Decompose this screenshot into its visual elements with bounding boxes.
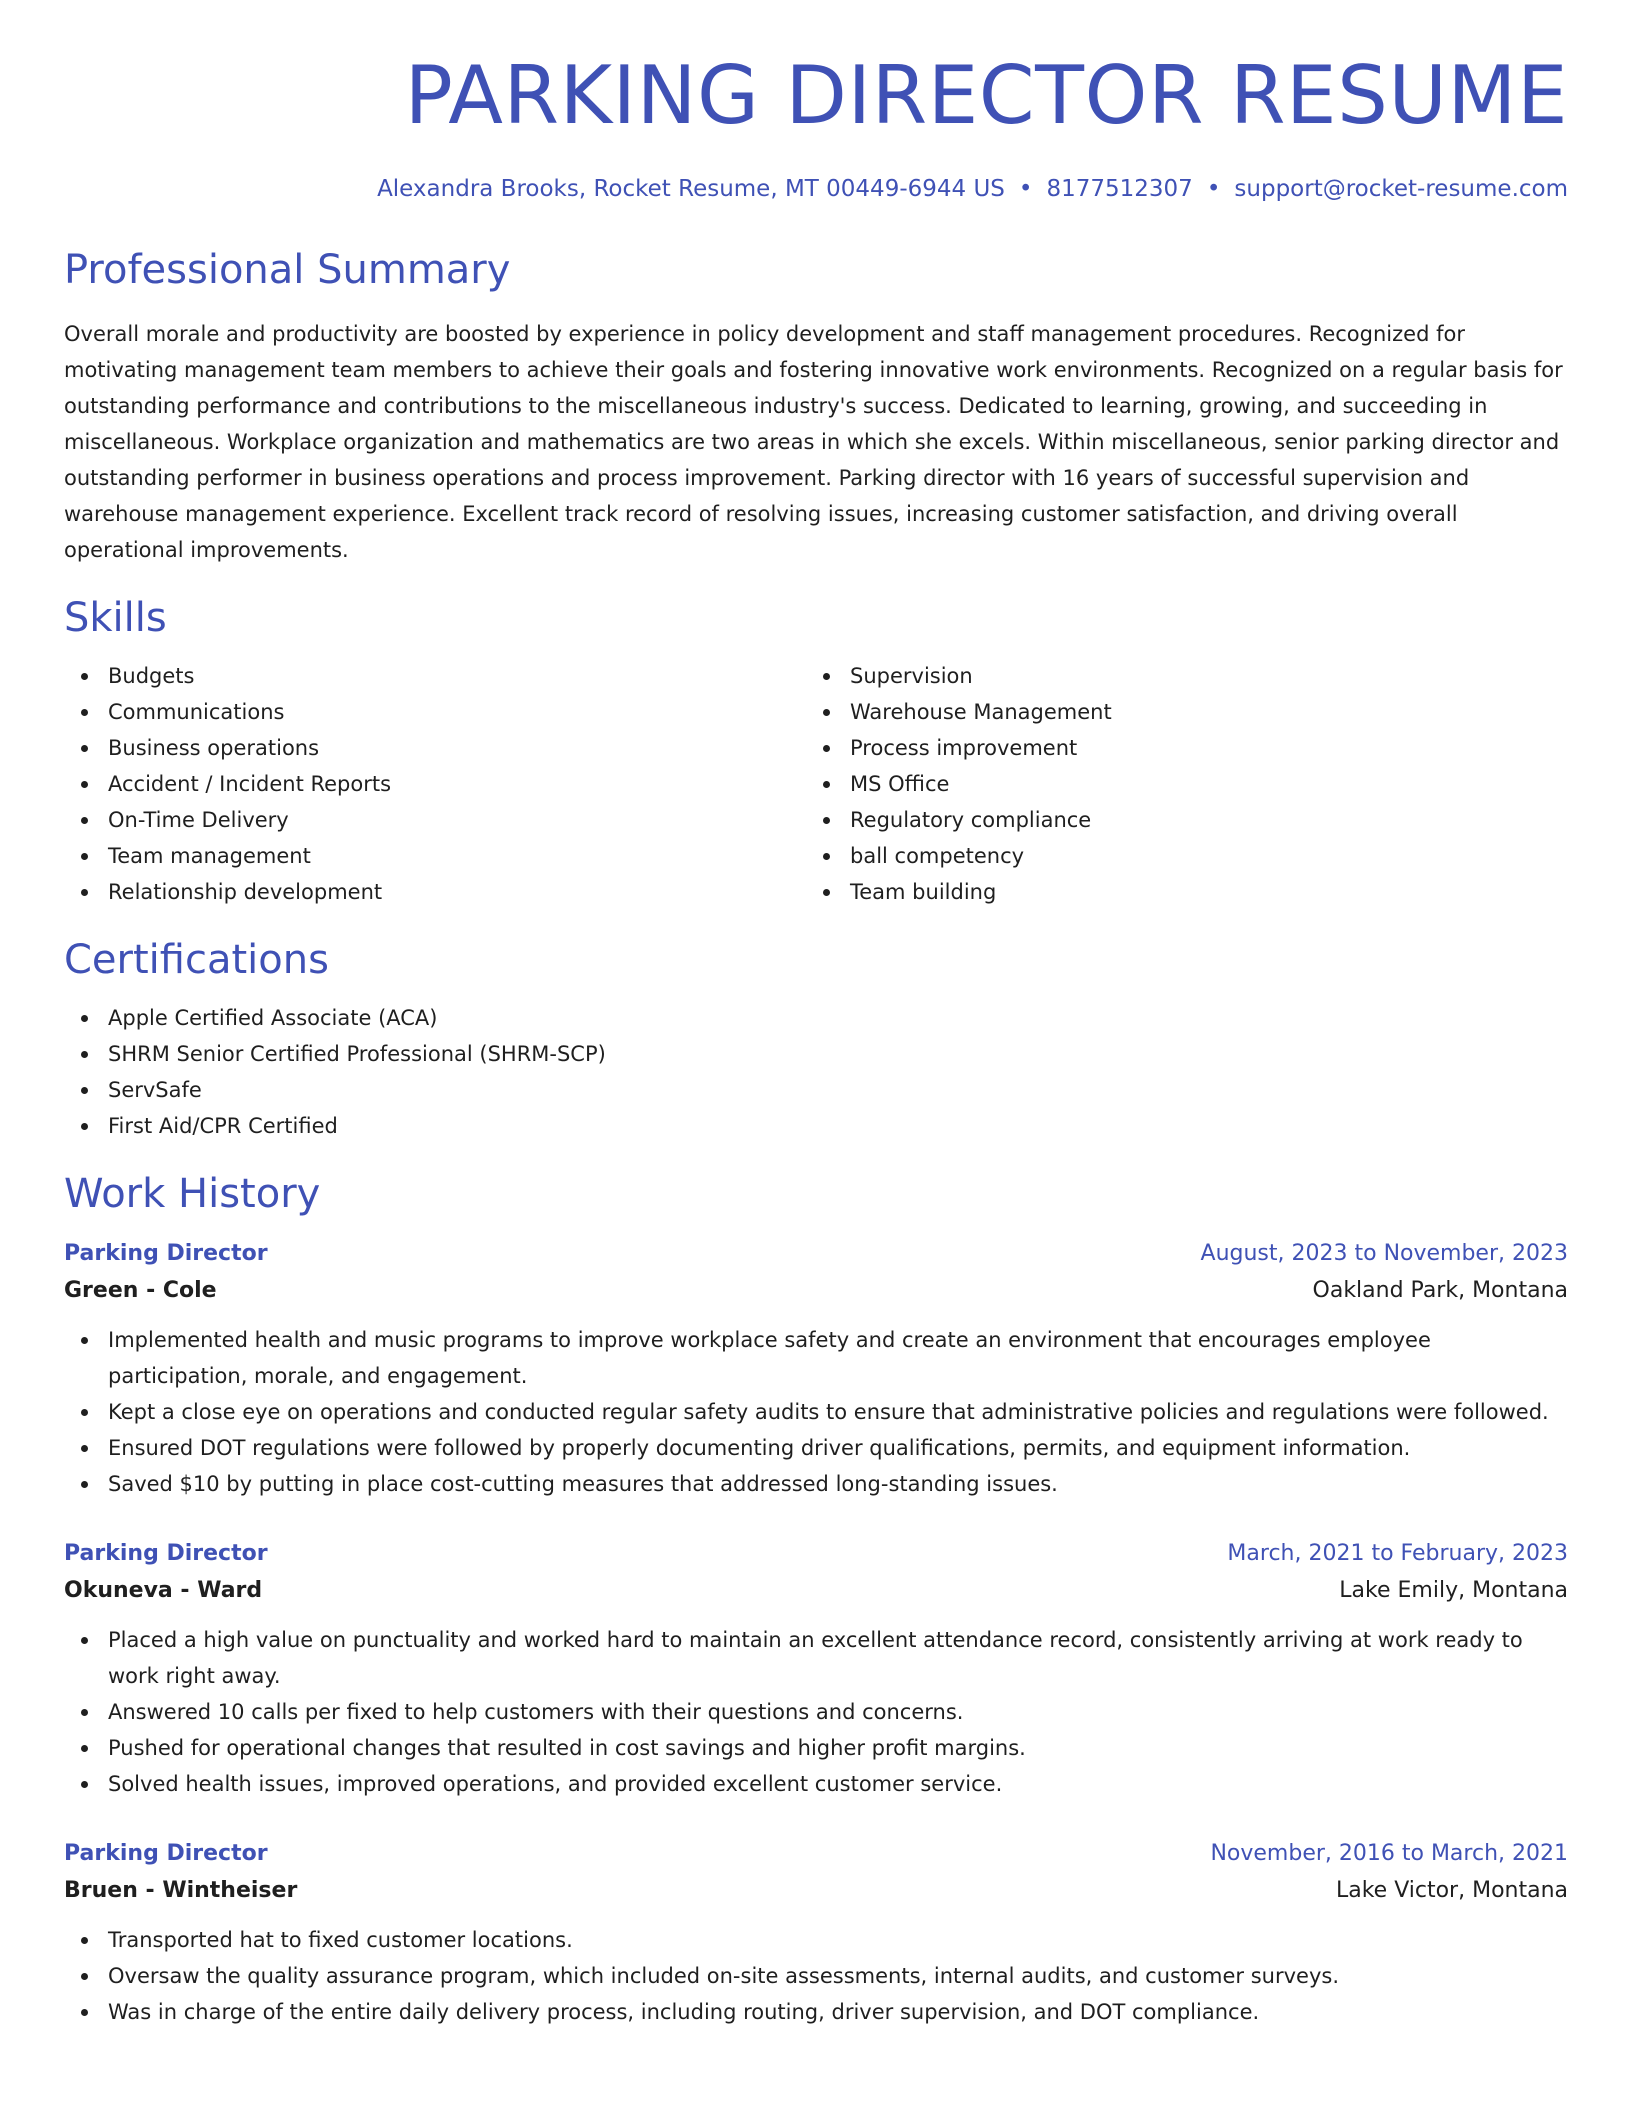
job-bullet: Implemented health and music programs to improve workplace safety and create an environment that encourages employee participation, morale, and engagement.: [64, 1322, 1568, 1394]
job-role: Parking Director: [64, 1540, 268, 1566]
skill-item: ball competency: [806, 838, 1548, 874]
job-bullet: Pushed for operational changes that resulted in cost savings and higher profit margins.: [64, 1730, 1568, 1766]
skill-item: Accident / Incident Reports: [64, 766, 806, 802]
job-company: Green - Cole: [64, 1277, 217, 1303]
resume-title: PARKING DIRECTOR RESUME: [404, 49, 1568, 142]
skill-item: Budgets: [64, 658, 806, 694]
job-bullet: Placed a high value on punctuality and worked hard to maintain an excellent attendance record, consistently arriving at work ready to work right away.: [64, 1622, 1568, 1694]
job-bullet: Oversaw the quality assurance program, which included on-site assessments, internal audits, and customer surveys.: [64, 1958, 1568, 1994]
job-company-row: [64, 1272, 1568, 1310]
job-company-row: [64, 1572, 1568, 1610]
skill-item: MS Office: [806, 766, 1548, 802]
job-entry: [64, 1236, 1568, 1502]
certification-item: ServSafe: [64, 1072, 1568, 1108]
skill-item: On-Time Delivery: [64, 802, 806, 838]
job-dates: August, 2023 to November, 2023: [1200, 1240, 1568, 1266]
contact-line: [64, 176, 1568, 204]
job-role: Parking Director: [64, 1840, 268, 1866]
certifications-heading: Certifications: [64, 936, 329, 983]
job-bullets: [64, 1922, 1568, 2030]
job-location: Oakland Park, Montana: [1312, 1277, 1568, 1303]
skills-list-right: [806, 658, 1548, 910]
skill-item: Warehouse Management: [806, 694, 1548, 730]
job-company: Okuneva - Ward: [64, 1577, 263, 1603]
job-entry: [64, 1836, 1568, 2030]
job-bullet: Was in charge of the entire daily delivery process, including routing, driver supervision, and DOT compliance.: [64, 1994, 1568, 2030]
work-history-heading: Work History: [64, 1170, 321, 1217]
skills-columns: [64, 658, 1568, 910]
contact-email: support@rocket-resume.com: [1234, 176, 1568, 202]
job-title-row: [64, 1536, 1568, 1572]
job-bullet: Transported hat to fixed customer locations.: [64, 1922, 1568, 1958]
job-bullet: Kept a close eye on operations and conducted regular safety audits to ensure that administrative policies and regulations were followed.: [64, 1394, 1568, 1430]
contact-address: Alexandra Brooks, Rocket Resume, MT 00449-6944 US: [377, 176, 1005, 202]
skill-item: Supervision: [806, 658, 1548, 694]
summary-heading: Professional Summary: [64, 246, 511, 293]
job-bullet: Answered 10 calls per fixed to help customers with their questions and concerns.: [64, 1694, 1568, 1730]
job-bullets: [64, 1322, 1568, 1502]
work-history-list: [64, 1236, 1568, 2030]
skills-heading: Skills: [64, 594, 167, 641]
certification-item: Apple Certified Associate (ACA): [64, 1000, 1568, 1036]
skill-item: Business operations: [64, 730, 806, 766]
contact-separator: •: [1018, 176, 1033, 202]
job-bullet: Solved health issues, improved operations, and provided excellent customer service.: [64, 1766, 1568, 1802]
skill-item: Relationship development: [64, 874, 806, 910]
job-bullet: Saved $10 by putting in place cost-cutting measures that addressed long-standing issues.: [64, 1466, 1568, 1502]
job-role: Parking Director: [64, 1240, 268, 1266]
skill-item: Regulatory compliance: [806, 802, 1548, 838]
job-title-row: [64, 1236, 1568, 1272]
contact-separator: •: [1206, 176, 1221, 202]
skill-item: Communications: [64, 694, 806, 730]
job-title-row: [64, 1836, 1568, 1872]
job-bullet: Ensured DOT regulations were followed by properly documenting driver qualifications, permits, and equipment information.: [64, 1430, 1568, 1466]
skill-item: Team management: [64, 838, 806, 874]
certification-item: First Aid/CPR Certified: [64, 1108, 1568, 1144]
resume-header: [64, 0, 1568, 204]
job-entry: [64, 1536, 1568, 1802]
job-bullets: [64, 1622, 1568, 1802]
job-company: Bruen - Wintheiser: [64, 1877, 298, 1903]
contact-phone: 8177512307: [1046, 176, 1193, 202]
certification-item: SHRM Senior Certified Professional (SHRM-SCP): [64, 1036, 1568, 1072]
job-location: Lake Emily, Montana: [1339, 1577, 1568, 1603]
job-dates: November, 2016 to March, 2021: [1210, 1840, 1568, 1866]
skills-list-left: [64, 658, 806, 910]
job-location: Lake Victor, Montana: [1335, 1877, 1568, 1903]
skill-item: Team building: [806, 874, 1548, 910]
job-company-row: [64, 1872, 1568, 1910]
summary-text: Overall morale and productivity are boosted by experience in policy development and staff management procedures. Recognized for motivating management team members to achieve their goals and fostering innovative work environments. Recognized on a regular basis for outstanding performance and contributions to the miscellaneous industry's success. Dedicated to learning, growing, and succeeding in miscellaneous. Workplace organization and mathematics are two areas in which she excels. Within miscellaneous, senior parking director and outstanding performer in business operations and process improvement. Parking director with 16 years of successful supervision and warehouse management experience. Excellent track record of resolving issues, increasing customer satisfaction, and driving overall operational improvements.: [64, 321, 1563, 562]
certifications-list: [64, 1000, 1568, 1144]
skill-item: Process improvement: [806, 730, 1548, 766]
job-dates: March, 2021 to February, 2023: [1227, 1540, 1568, 1566]
